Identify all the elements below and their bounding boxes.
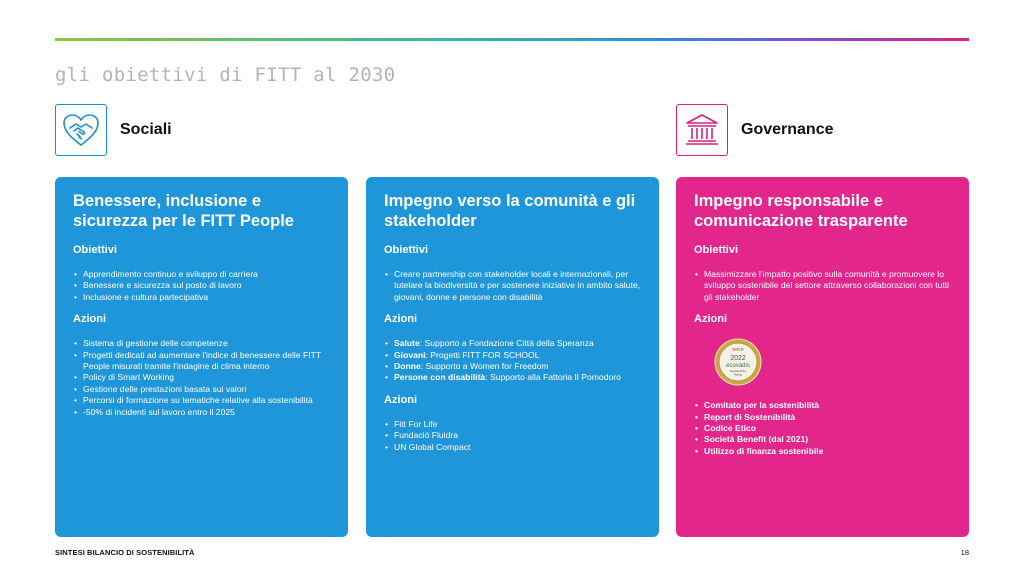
item-text: : Supporto a Fondazione Città della Speranza bbox=[419, 338, 594, 349]
list-item: • Fitt For Life bbox=[384, 419, 641, 430]
card-title: Impegno responsabile e comunicazione trasparente bbox=[694, 192, 908, 230]
list-item bbox=[384, 372, 641, 383]
medal-sub2: Rating bbox=[733, 372, 743, 377]
medal-brand: ecovadis bbox=[726, 363, 750, 370]
card-title: Benessere, inclusione e sicurezza per le FITT People bbox=[73, 192, 294, 230]
list-item: • Utilizzo di finanza sostenibile bbox=[694, 446, 951, 457]
list-item: • Sistema di gestione delle competenze bbox=[73, 338, 330, 349]
azioni-heading-2: Azioni bbox=[384, 393, 417, 406]
item-bold: Persone con disabilità bbox=[394, 372, 486, 383]
card-governance bbox=[676, 177, 969, 537]
obiettivi-list bbox=[694, 269, 951, 303]
list-item: • Fundació Fluidra bbox=[384, 430, 641, 441]
columns-building-icon bbox=[676, 104, 728, 156]
azioni-list-2 bbox=[384, 419, 641, 453]
list-item bbox=[384, 338, 641, 349]
obiettivi-heading: Obiettivi bbox=[73, 244, 118, 256]
list-item: • Comitato per la sostenibilità bbox=[694, 400, 951, 411]
item-text: : Progetti FITT FOR SCHOOL bbox=[425, 349, 540, 360]
page-number: 18 bbox=[960, 548, 969, 557]
list-item: • Creare partnership con stakeholder locali e internazionali, per tutelare la biodiversità e per sostenere iniziative in ambito salute, giovani, donne e persone con disabilità bbox=[384, 269, 641, 303]
list-item bbox=[384, 350, 641, 361]
obiettivi-list bbox=[73, 269, 330, 303]
section-label-governance: Governance bbox=[741, 121, 834, 138]
list-item: • Policy di Smart Working bbox=[73, 372, 330, 383]
page-title: gli obiettivi di FITT al 2030 bbox=[55, 64, 396, 86]
medal-sub1: Sustainability bbox=[729, 369, 747, 374]
obiettivi-heading: Obiettivi bbox=[694, 244, 739, 256]
list-item: • Società Benefit (dal 2021) bbox=[694, 434, 951, 445]
list-item: • Inclusione e cultura partecipativa bbox=[73, 292, 330, 303]
list-item: • Percorsi di formazione su tematiche relative alla sostenibilità bbox=[73, 395, 330, 406]
section-header-sociali bbox=[55, 104, 172, 156]
obiettivi-heading: Obiettivi bbox=[384, 244, 429, 256]
ecovadis-medal bbox=[714, 338, 762, 386]
list-item: • Gestione delle prestazioni basata sui valori bbox=[73, 384, 330, 395]
azioni-list bbox=[73, 338, 330, 418]
item-text: : Supporto a Women for Freedom bbox=[420, 361, 549, 372]
azioni-heading: Azioni bbox=[384, 313, 417, 326]
card-title: Impegno verso la comunità e gli stakeholder bbox=[384, 192, 636, 230]
list-item: • Massimizzare l'impatto positivo sulla comunità e promuovere lo sviluppo sostenibile del settore attraverso collaborazioni con tutti gli stakeholder bbox=[694, 269, 951, 303]
item-bold: Donne bbox=[394, 361, 421, 372]
top-gradient-line bbox=[55, 38, 969, 41]
list-item: • Benessere e sicurezza sul posto di lavoro bbox=[73, 280, 330, 291]
list-item: • UN Global Compact bbox=[384, 442, 641, 453]
heart-handshake-icon bbox=[55, 104, 107, 156]
item-bold: Salute bbox=[394, 338, 420, 349]
list-item: • Codice Etico bbox=[694, 423, 951, 434]
list-item bbox=[384, 361, 641, 372]
medal-top: GOLD bbox=[732, 346, 744, 352]
list-item: • Apprendimento continuo e sviluppo di carriera bbox=[73, 269, 330, 280]
azioni-heading: Azioni bbox=[694, 313, 727, 326]
card-comunita bbox=[366, 177, 659, 537]
azioni-list bbox=[384, 338, 641, 384]
footer-title: SINTESI BILANCIO DI SOSTENIBILITÀ bbox=[55, 548, 195, 557]
medal-year: 2022 bbox=[730, 355, 746, 363]
item-text: : Supporto alla Fattoria Il Pomodoro bbox=[485, 372, 621, 383]
obiettivi-list bbox=[384, 269, 641, 303]
azioni-list bbox=[694, 400, 951, 457]
list-item: • Report di Sostenibilità bbox=[694, 412, 951, 423]
item-bold: Giovani bbox=[394, 349, 426, 360]
list-item: • -50% di incidenti sul lavoro entro il 2025 bbox=[73, 407, 330, 418]
list-item: • Progetti dedicati ad aumentare l'indice di benessere delle FITT People misurati tramite l'indagine di clima interno bbox=[73, 350, 330, 373]
section-label-sociali: Sociali bbox=[120, 121, 172, 138]
azioni-heading: Azioni bbox=[73, 313, 106, 326]
card-benessere bbox=[55, 177, 348, 537]
section-header-governance bbox=[676, 104, 833, 156]
